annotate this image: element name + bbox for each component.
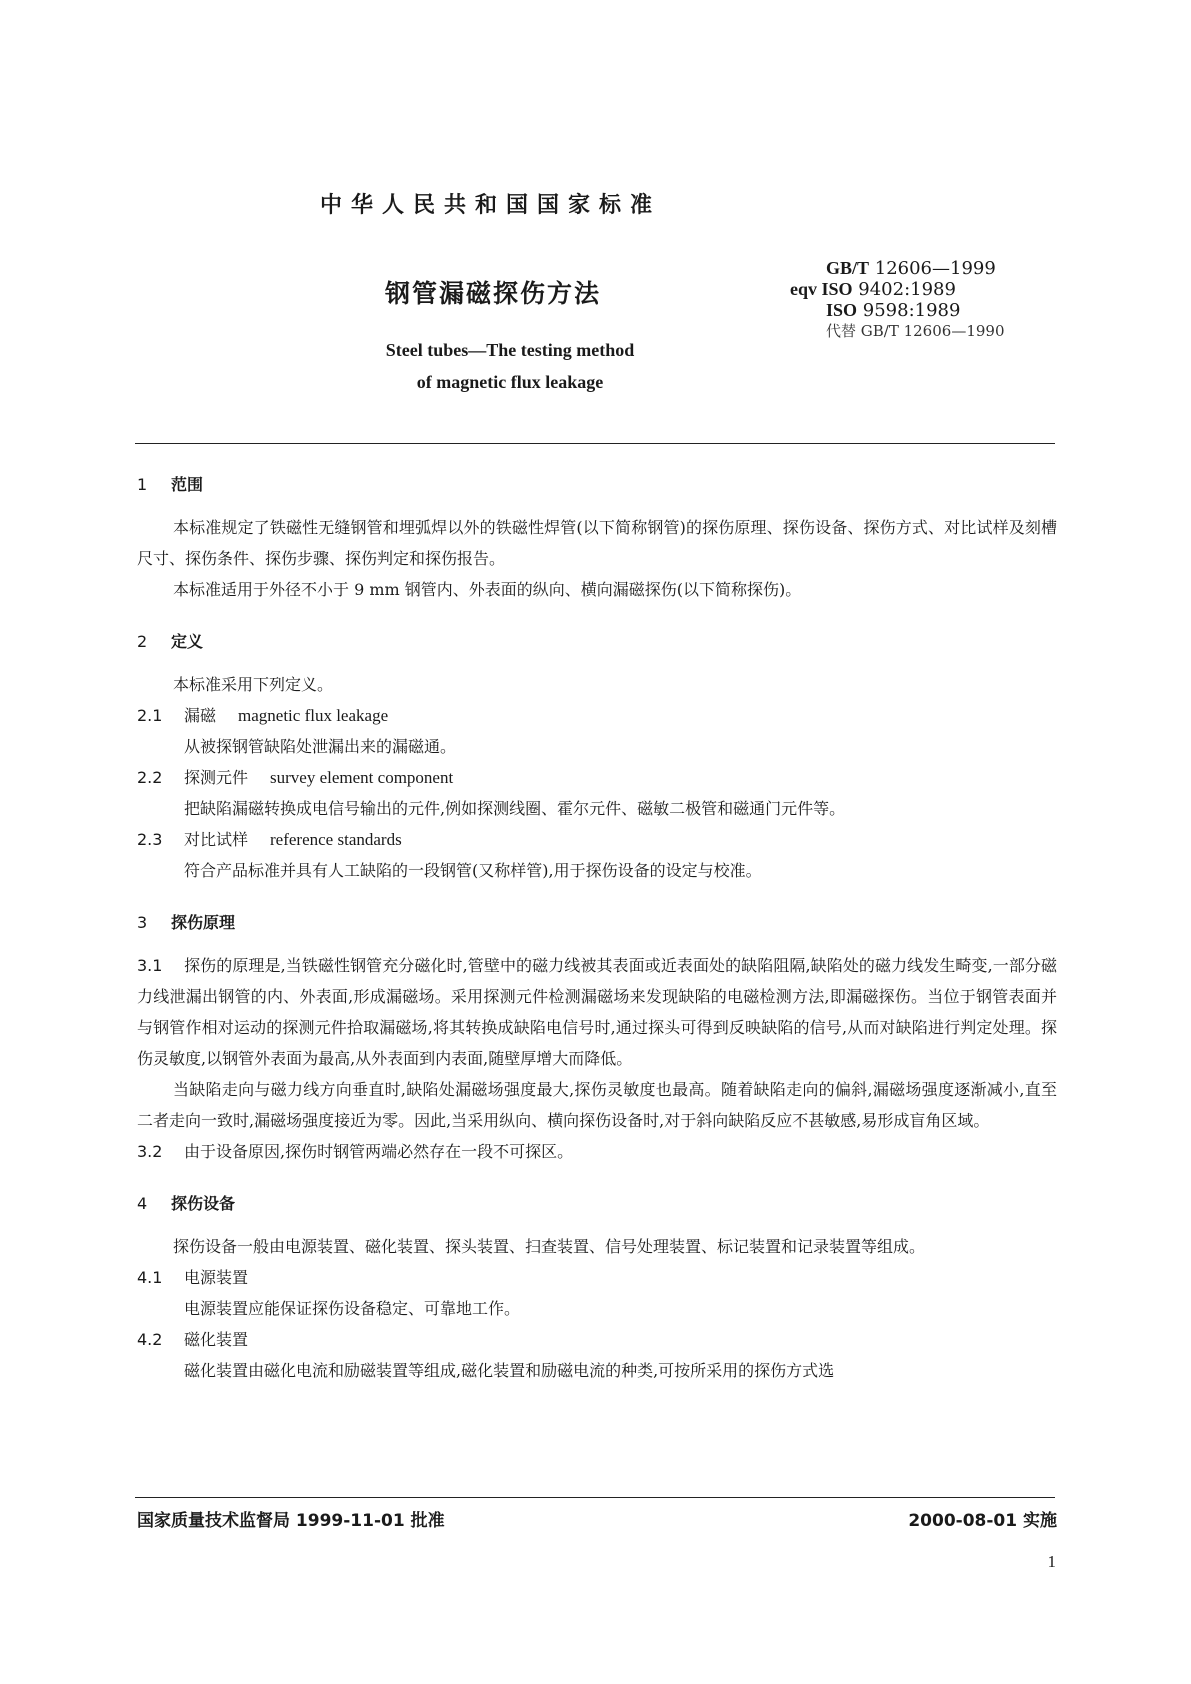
gb-prefix: GB/T [826,258,870,278]
footer [137,1506,1057,1530]
page-number: 1 [1047,1552,1056,1571]
effective-date: 2000-08-01 实施 [908,1511,1057,1531]
section-title: 探伤原理 [171,913,236,932]
clause-text: 磁化装置由磁化电流和励磁装置等组成,磁化装置和励磁电流的种类,可按所采用的探伤方式选 [184,1361,835,1380]
section-title: 定义 [171,632,204,651]
clause-paragraph [137,1136,1057,1167]
clause-number: 2.2 [137,768,163,787]
section-number: 3 [137,913,148,932]
term-en: survey element component [270,768,454,787]
definition-term [137,762,1057,793]
clause-number: 2.3 [137,830,163,849]
clause-text: 由于设备原因,探伤时钢管两端必然存在一段不可探区。 [184,1142,574,1161]
title-en-line-2: of magnetic flux leakage [416,372,604,392]
definition-term [137,700,1057,731]
clause-text: 电源装置应能保证探伤设备稳定、可靠地工作。 [184,1299,521,1318]
section-number: 1 [137,475,148,494]
paragraph: 本标准采用下列定义。 [173,675,334,694]
section-number: 2 [137,632,148,651]
footer-divider [135,1497,1055,1498]
clause-term [137,1262,1057,1293]
standard-codes [790,258,1005,342]
clause-number: 3.2 [137,1142,163,1161]
national-standard-heading: 中华人民共和国国家标准 [320,193,662,218]
iso-code [790,300,1005,321]
clause-paragraph [137,950,1057,1074]
section-title: 探伤设备 [171,1194,236,1213]
replaces-code: 代替 GB/T 12606—1990 [826,322,1005,340]
section-heading [137,629,1057,649]
definition-term [137,824,1057,855]
clause-number: 2.1 [137,706,163,725]
section-heading [137,910,1057,930]
clause-text: 探伤的原理是,当铁磁性钢管充分磁化时,管壁中的磁力线被其表面或近表面处的缺陷阻隔,缺陷处的磁力线发生畸变,一部分磁力线泄漏出钢管的内、外表面,形成漏磁场。采用探测元件检测漏磁场来发现缺陷的电磁检测方法,即漏磁探伤。当位于钢管表面并与钢管作相对运动的探测元件拾取漏磁场,将其转换成缺陷电信号时,通过探头可得到反映缺陷的信号,从而对缺陷进行判定处理。探伤灵敏度,以钢管外表面为最高,从外表面到内表面,随壁厚增大而降低。 [137,956,1057,1068]
clause-number: 3.1 [137,956,163,975]
document-title-en [340,334,680,398]
term-cn: 对比试样 [184,830,249,849]
term-cn: 磁化装置 [184,1330,249,1349]
header-divider [135,443,1055,444]
paragraph: 本标准适用于外径不小于 9 mm 钢管内、外表面的纵向、横向漏磁探伤(以下简称探伤)。 [173,580,802,599]
term-cn: 探测元件 [184,768,249,787]
eqv-iso-code [790,279,1005,300]
definition-text: 把缺陷漏磁转换成电信号输出的元件,例如探测线圈、霍尔元件、磁敏二极管和磁通门元件等。 [184,799,846,818]
title-en-line-1: Steel tubes—The testing method [385,340,635,360]
term-cn: 电源装置 [184,1268,249,1287]
term-cn: 漏磁 [184,706,217,725]
definition-text: 从被探钢管缺陷处泄漏出来的漏磁通。 [184,737,457,756]
clause-number: 4.1 [137,1268,163,1287]
term-en: magnetic flux leakage [238,706,389,725]
eqv-prefix: eqv ISO [790,279,853,299]
document-body [137,472,1057,1386]
clause-term [137,1324,1057,1355]
gb-number: 12606—1999 [874,258,996,279]
gb-code [790,258,1005,279]
section-heading [137,1191,1057,1211]
paragraph: 探伤设备一般由电源装置、磁化装置、探头装置、扫查装置、信号处理装置、标记装置和记录装置等组成。 [173,1237,926,1256]
definition-text: 符合产品标准并具有人工缺陷的一段钢管(又称样管),用于探伤设备的设定与校准。 [184,861,762,880]
section-title: 范围 [171,475,204,494]
clause-number: 4.2 [137,1330,163,1349]
section-number: 4 [137,1194,148,1213]
section-heading [137,472,1057,492]
document-title-cn: 钢管漏磁探伤方法 [385,279,602,308]
iso-number-2: 9598:1989 [862,300,961,321]
paragraph: 当缺陷走向与磁力线方向垂直时,缺陷处漏磁场强度最大,探伤灵敏度也最高。随着缺陷走向的偏斜,漏磁场强度逐渐减小,直至二者走向一致时,漏磁场强度接近为零。因此,当采用纵向、横向探伤设备时,对于斜向缺陷反应不甚敏感,易形成盲角区域。 [137,1080,1057,1130]
approval-date: 国家质量技术监督局 1999-11-01 批准 [137,1511,445,1531]
term-en: reference standards [270,830,402,849]
iso-number-1: 9402:1989 [858,279,956,300]
iso-prefix: ISO [826,300,858,320]
paragraph: 本标准规定了铁磁性无缝钢管和埋弧焊以外的铁磁性焊管(以下简称钢管)的探伤原理、探伤设备、探伤方式、对比试样及刻槽尺寸、探伤条件、探伤步骤、探伤判定和探伤报告。 [137,518,1057,568]
